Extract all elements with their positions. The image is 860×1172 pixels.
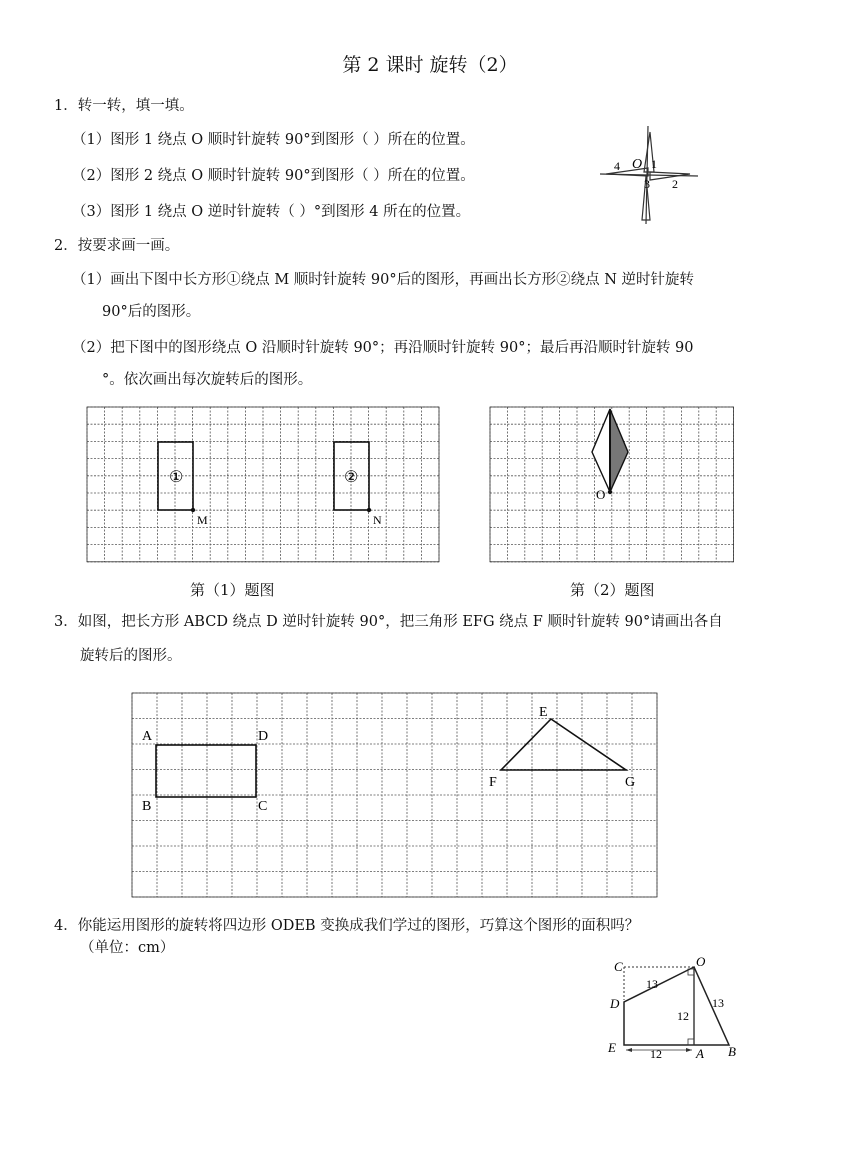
rectangle-abcd (156, 745, 256, 797)
label-o: O (696, 954, 706, 969)
label-e: E (608, 1040, 616, 1055)
label-e: E (539, 705, 548, 720)
kite-shaded-half (610, 409, 628, 492)
label-f: F (489, 775, 497, 790)
shape-2-label: 2 (672, 177, 678, 191)
label-c: C (614, 959, 623, 974)
label-d: D (258, 729, 269, 744)
length-oa: 12 (677, 1009, 689, 1023)
shape-3-label: 3 (644, 177, 650, 191)
q3-stem-b: 旋转后的图形。 (80, 648, 182, 664)
point-n-label: N (373, 513, 382, 527)
label-a: A (142, 729, 153, 744)
label-g: G (625, 775, 636, 790)
q3-grid (131, 692, 675, 900)
point-o (608, 490, 612, 494)
q4-stem: 4．你能运用图形的旋转将四边形 ODEB 变换成我们学过的图形，巧算这个图形的面积吗？ (54, 918, 640, 934)
rectangle-1-label: ① (169, 469, 184, 486)
label-b: B (728, 1044, 736, 1059)
label-b: B (142, 799, 152, 814)
q2-stem: 2．按要求画一画。 (54, 238, 180, 254)
q4-unit: （单位：cm） (80, 940, 175, 956)
q3-stem-a: 3．如图，把长方形 ABCD 绕点 D 逆时针旋转 90°，把三角形 EFG 绕点 F 顺时针旋转 90°请画出各自 (54, 614, 723, 630)
q1-item-1: （1）图形 1 绕点 O 顺时针旋转 90°到图形（ ）所在的位置。 (72, 132, 475, 148)
rectangle-2-label: ② (344, 469, 359, 486)
label-d: D (610, 996, 620, 1011)
q2-item-1b: 90°后的图形。 (102, 304, 201, 320)
point-m (191, 508, 195, 512)
length-ea: 12 (650, 1047, 662, 1061)
q2-fig1-grid (86, 406, 442, 564)
label-c: C (258, 799, 268, 814)
shape-4-label: 4 (614, 159, 620, 173)
q2-item-2a: （2）把下图中的图形绕点 O 沿顺时针旋转 90°；再沿顺时针旋转 90°；最后再沿顺时针旋转 90 (72, 340, 694, 356)
point-o-label: O (632, 157, 643, 172)
q1-item-2: （2）图形 2 绕点 O 顺时针旋转 90°到图形（ ）所在的位置。 (72, 168, 475, 184)
length-co: 13 (646, 977, 658, 991)
point-n (367, 508, 371, 512)
q2-item-2b: °。依次画出每次旋转后的图形。 (102, 372, 313, 388)
q4-quadrilateral-figure (604, 952, 748, 1064)
q2-item-1a: （1）画出下图中长方形①绕点 M 顺时针旋转 90°后的图形，再画出长方形②绕点 N 逆时针旋转 (72, 272, 695, 288)
shape-1-label: 1 (651, 157, 657, 171)
point-m-label: M (197, 513, 208, 527)
triangle-efg (501, 719, 626, 770)
label-a: A (696, 1046, 704, 1061)
q2-fig1-caption: 第（1）题图 (190, 581, 275, 599)
q2-fig2-caption: 第（2）题图 (570, 581, 655, 599)
q1-rotation-figure (598, 124, 704, 226)
point-o-label: O (596, 487, 606, 502)
length-ob: 13 (712, 996, 724, 1010)
page-title: 第 2 课时 旋转（2） (342, 54, 518, 76)
q2-fig2-grid (489, 406, 735, 564)
q1-item-3: （3）图形 1 绕点 O 逆时针旋转（ ）°到图形 4 所在的位置。 (72, 204, 471, 220)
q1-stem: 1．转一转，填一填。 (54, 98, 194, 114)
